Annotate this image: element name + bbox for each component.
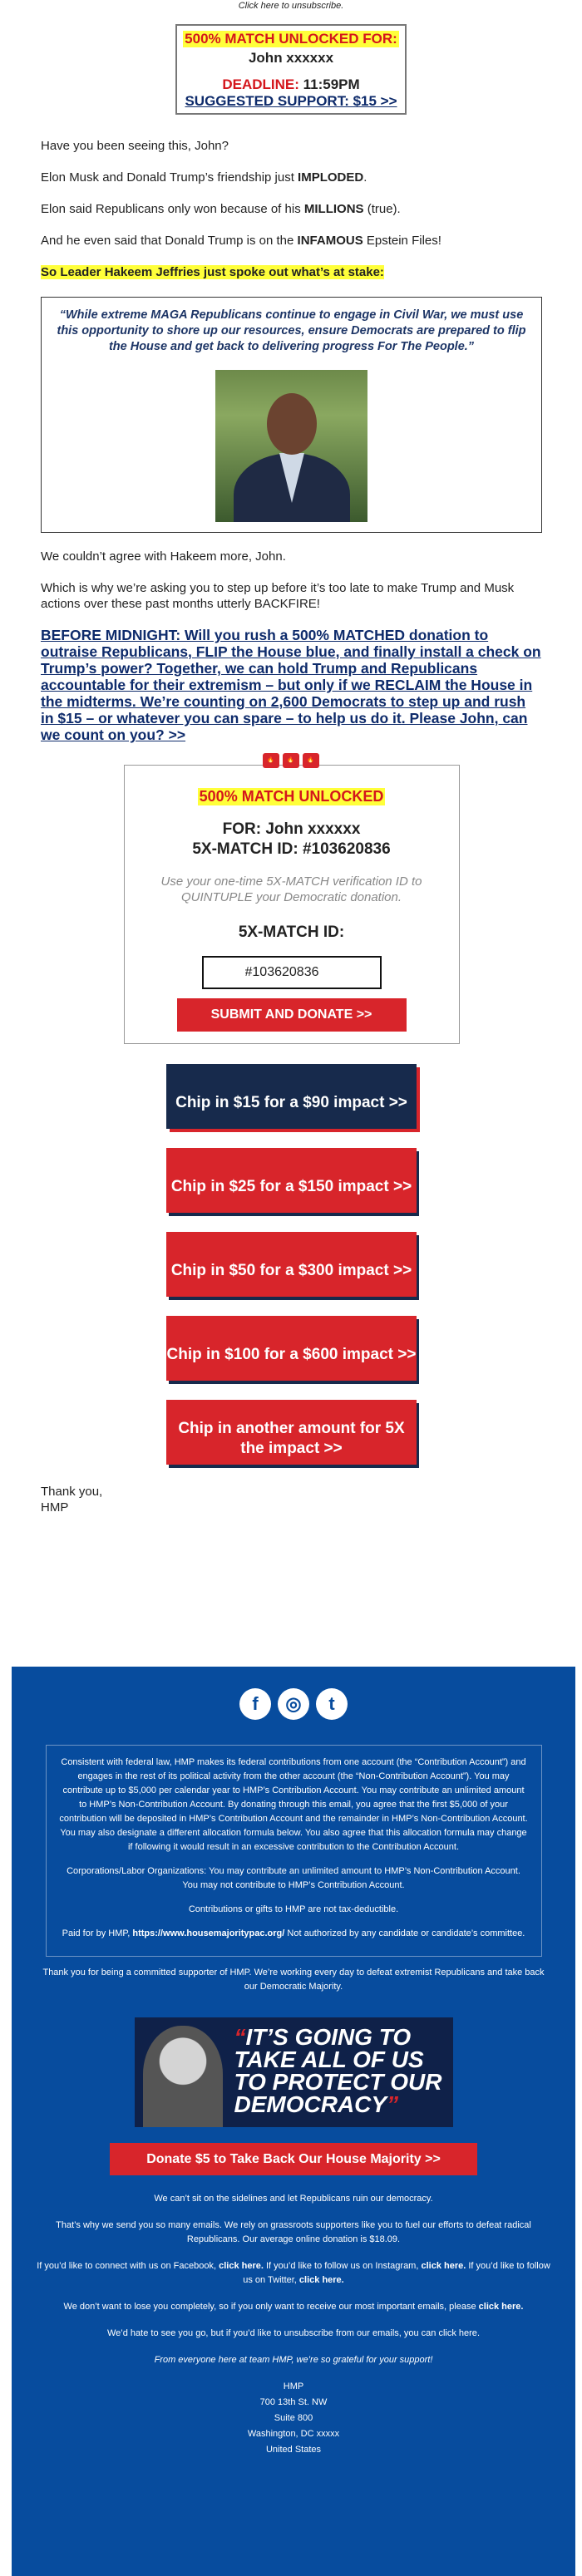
address-line: Washington, DC xxxxx [247,2429,340,2439]
footer-social-follow: If you’d like to connect with us on Facebook, click here. If you’d like to follow us on Instagram, click here. If you’d like to follow us on Twitter, click here. [37,2261,550,2285]
footer-thanks: Thank you for being a committed supporter of HMP. We’re working every day to defeat extremist Republicans and take back our Democratic Majority. [42,1968,545,1992]
website-link[interactable]: https://www.housemajoritypac.org/ [132,1928,285,1938]
twitter-icon[interactable]: t [316,1688,348,1720]
footer-important-only: We don’t want to lose you completely, so if you only want to receive our most important emails, please click here. [63,2302,524,2312]
paid-for-by [58,1927,530,1941]
emphasis: MILLIONS [303,202,364,216]
chip-other-button[interactable]: Chip in another amount for 5X the impact >> [166,1400,417,1465]
important-emails-link[interactable]: click here. [478,2302,524,2312]
text: Elon said Republicans only won because of his [41,202,304,216]
paragraph-agree: We couldn’t agree with Hakeem more, John. [41,549,286,564]
match-id-label: 5X-MATCH ID: [238,924,345,941]
email-body [0,138,582,1515]
donation-cta-link[interactable]: BEFORE MIDNIGHT: Will you rush a 500% MATCHED donation to outraise Republicans, FLIP the House blue, and finally install a check on Trump’s power? Together, we can hold Trump and Republicans accountable for their extremism – but only if we RECLAIM the House in the midterms. We’re counting on 2,600 Democrats to step up and rush in $15 – or whatever you can spare – to help us do it. Please John, can we count on you? >> [41,627,541,743]
address-line: Suite 800 [274,2413,313,2423]
facebook-link[interactable]: click here. [219,2261,264,2271]
match-unlocked-heading: 500% MATCH UNLOCKED FOR: [185,31,397,47]
emphasis: IMPLODED [298,170,364,185]
deadline-label: DEADLINE: [222,76,299,92]
footer-unsubscribe: We’d hate to see you go, but if you’d like to unsubscribe from our emails, you can click here. [107,2328,480,2338]
signoff-thanks: Thank you, [41,1485,103,1499]
legal-tax: Contributions or gifts to HMP are not tax-deductible. [188,1904,399,1914]
address-line: HMP [283,2381,304,2391]
flame-icons [263,753,319,768]
flame-icon: 🔥 [263,753,279,768]
paragraph-epstein [41,233,542,249]
legal-corporations: Corporations/Labor Organizations: You may contribute an unlimited amount to HMP’s Non-Contribution Account. You may not contribute to HMP’s Contribution Account. [67,1866,520,1890]
highlighted-text: So Leader Hakeem Jeffries just spoke out what’s at stake: [41,265,384,279]
match-id-input[interactable] [202,956,382,989]
footer [12,1667,575,2576]
quote-box [41,297,542,533]
paragraph-greeting: Have you been seeing this, John? [41,139,229,153]
mailing-address [12,2379,575,2458]
suggested-support-link[interactable]: SUGGESTED SUPPORT: $15 >> [185,93,397,109]
banner-quote: “IT’S GOING TO TAKE ALL OF US TO PROTECT OUR DEMOCRACY” [234,2024,442,2117]
text: Not authorized by any candidate or candidate’s committee. [284,1928,525,1938]
text: Paid for by HMP, [62,1928,133,1938]
legal-contribution: Consistent with federal law, HMP makes its federal contributions from one account (the “Contribution Account”) and engages in the rest of its political activity from the other account (the “Non-Contribution Account”). You may contribute up to $5,000 per calendar year to HMP’s Contribution Account. You may contribute an unlimited amount to HMP’s Non-Contribution Account. By donating through this email, you agree that the first $5,000 of your contribution will be deposited in HMP’s Contribution Account and the remainder in HMP’s Non-Contribution Account. You may also designate a different allocation formula below. You also agree that this allocation formula may change if following it would result in an excessive contribution to the Contribution Account. [59,1757,528,1852]
jeffries-photo [215,370,367,522]
unsubscribe-footer-link[interactable]: click here [438,2328,477,2338]
footer-emails-reason: That’s why we send you so many emails. We rely on grassroots supporters like you to fuel our efforts to defeat radical Republicans. Our average online donation is $18.09. [56,2220,531,2244]
form-instructions: Use your one-time 5X-MATCH verification ID to QUINTUPLE your Democratic donation. [160,874,422,904]
footer-grateful: From everyone here at team HMP, we’re so grateful for your support! [154,2355,433,2365]
chip-buttons [41,1064,542,1465]
form-recipient: FOR: John xxxxxx [222,820,361,838]
jeffries-quote: “While extreme MAGA Republicans continue to engage in Civil War, we must use this opportunity to shore up our resources, ensure Democrats are prepared to flip the House and get back to delivering progress For The People.” [57,308,526,353]
chip-50-button[interactable]: Chip in $50 for a $300 impact >> [166,1232,417,1297]
twitter-link[interactable]: click here. [298,2275,344,2285]
chip-25-button[interactable]: Chip in $25 for a $150 impact >> [166,1148,417,1213]
emphasis: INFAMOUS [297,234,363,248]
paragraph-millions [41,201,542,217]
signoff-org: HMP [41,1500,69,1515]
social-links [12,1688,575,1720]
match-form [124,757,460,1044]
chip-15-button[interactable]: Chip in $15 for a $90 impact >> [166,1064,417,1129]
match-header-box[interactable] [175,24,407,115]
text: And he even said that Donald Trump is on the [41,234,298,248]
chip-100-button[interactable]: Chip in $100 for a $600 impact >> [166,1316,417,1381]
paragraph-backfire: Which is why we’re asking you to step up before it’s too late to make Trump and Musk actions over these past months utterly BACKFIRE! [41,581,515,611]
address-line: 700 13th St. NW [259,2397,328,2407]
address-line: United States [265,2445,322,2455]
flame-icon: 🔥 [283,753,299,768]
paragraph-imploded [41,170,542,185]
text: (true). [363,202,401,216]
legal-disclaimer [46,1745,542,1957]
submit-donate-button[interactable]: SUBMIT AND DONATE >> [177,998,407,1032]
recipient-name: John xxxxxx [248,50,334,66]
flame-icon: 🔥 [303,753,319,768]
obama-photo [143,2026,223,2127]
text: . [363,170,367,185]
text: Epstein Files! [363,234,441,248]
instagram-link[interactable]: click here. [421,2261,466,2271]
text: Elon Musk and Donald Trump’s friendship just [41,170,298,185]
democracy-banner[interactable] [135,2017,453,2127]
deadline-value: 11:59PM [303,76,360,92]
form-title: 500% MATCH UNLOCKED [199,788,384,805]
paragraph-highlight [41,264,542,280]
signoff [41,1484,542,1515]
facebook-icon[interactable]: f [239,1688,271,1720]
deadline [180,76,402,93]
footer-sidelines: We can’t sit on the sidelines and let Republicans ruin our democracy. [154,2194,433,2204]
donate-5-button[interactable]: Donate $5 to Take Back Our House Majority >> [110,2143,477,2175]
form-match-id: 5X-MATCH ID: #103620836 [192,840,391,858]
instagram-icon[interactable]: ◎ [278,1688,309,1720]
unsubscribe-link[interactable]: Click here to unsubscribe. [238,1,344,11]
